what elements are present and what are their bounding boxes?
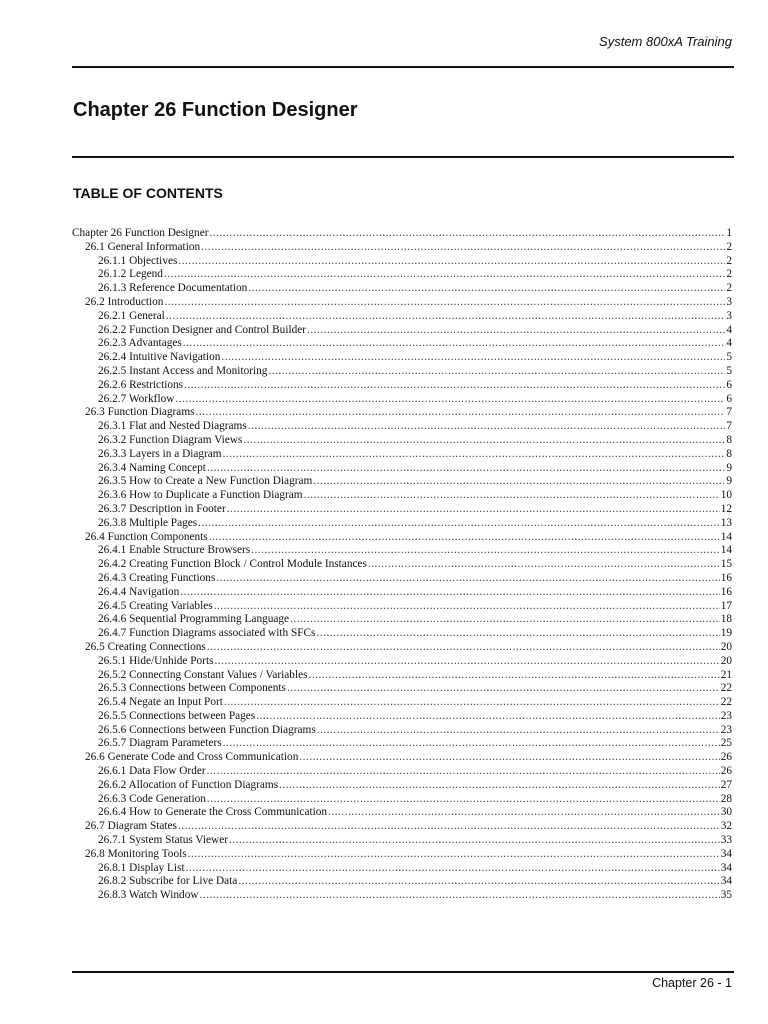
toc-entry[interactable] xyxy=(72,255,732,269)
toc-entry-title: 26.4.1 Enable Structure Browsers xyxy=(98,544,251,557)
toc-leader-dots xyxy=(299,751,719,765)
toc-entry[interactable] xyxy=(72,268,732,282)
toc-entry-title: 26.5 Creating Connections xyxy=(85,640,206,653)
toc-entry-title: 26.3.1 Flat and Nested Diagrams xyxy=(98,420,247,433)
toc-entry-title: 26.5.2 Connecting Constant Values / Variables xyxy=(98,668,308,681)
toc-leader-dots xyxy=(184,379,725,393)
toc-entry-page: 22 xyxy=(720,696,732,709)
toc-entry-page: 23 xyxy=(720,709,732,722)
toc-entry[interactable] xyxy=(72,462,732,476)
toc-entry-title: 26.2.6 Restrictions xyxy=(98,378,184,391)
toc-entry-title: 26.1 General Information xyxy=(85,240,201,253)
toc-entry-title: 26.2.5 Instant Access and Monitoring xyxy=(98,364,268,377)
toc-leader-dots xyxy=(224,696,720,710)
toc-entry-title: 26.1.2 Legend xyxy=(98,268,163,281)
toc-entry[interactable] xyxy=(72,765,732,779)
header-rule xyxy=(72,66,734,68)
toc-leader-dots xyxy=(248,420,726,434)
toc-entry-title: 26.7.1 System Status Viewer xyxy=(98,834,228,847)
running-header: System 800xA Training xyxy=(599,34,732,49)
toc-leader-dots xyxy=(309,669,720,683)
toc-entry-page: 4 xyxy=(726,323,732,336)
toc-entry-title: 26.2.1 General xyxy=(98,309,165,322)
toc-entry[interactable] xyxy=(72,682,732,696)
toc-entry-title: 26.8 Monitoring Tools xyxy=(85,847,187,860)
toc-entry-page: 23 xyxy=(720,723,732,736)
toc-entry-title: 26.5.4 Negate an Input Port xyxy=(98,696,223,709)
toc-entry-title: 26.2.3 Advantages xyxy=(98,337,182,350)
toc-entry-title: Chapter 26 Function Designer xyxy=(72,227,209,239)
toc-entry-page: 7 xyxy=(726,406,732,419)
toc-entry[interactable] xyxy=(72,531,732,545)
toc-entry-page: 3 xyxy=(726,295,732,308)
toc-entry-page: 6 xyxy=(726,378,732,391)
toc-entry-title: 26.5.3 Connections between Components xyxy=(98,682,286,695)
toc-leader-dots xyxy=(229,834,720,848)
toc-entry[interactable] xyxy=(72,296,732,310)
toc-entry-page: 25 xyxy=(720,737,732,750)
toc-entry-page: 28 xyxy=(720,792,732,805)
toc-entry[interactable] xyxy=(72,641,732,655)
toc-leader-dots xyxy=(316,627,719,641)
toc-entry[interactable] xyxy=(72,351,732,365)
toc-entry-title: 26.3.8 Multiple Pages xyxy=(98,516,198,529)
toc-entry[interactable] xyxy=(72,820,732,834)
toc-leader-dots xyxy=(317,724,720,738)
toc-entry[interactable] xyxy=(72,503,732,517)
toc-entry[interactable] xyxy=(72,365,732,379)
toc-leader-dots xyxy=(207,462,725,476)
toc-entry[interactable] xyxy=(72,558,732,572)
toc-leader-dots xyxy=(368,558,720,572)
toc-entry-title: 26.8.3 Watch Window xyxy=(98,889,199,902)
toc-entry-title: 26.2.2 Function Designer and Control Builder xyxy=(98,323,307,336)
toc-entry-page: 34 xyxy=(720,861,732,874)
toc-entry-page: 13 xyxy=(720,516,732,529)
toc-entry-page: 6 xyxy=(726,392,732,405)
toc-entry-title: 26.5.1 Hide/Unhide Ports xyxy=(98,654,214,667)
toc-leader-dots xyxy=(248,282,725,296)
toc-heading: TABLE OF CONTENTS xyxy=(73,185,223,201)
toc-entry-title: 26.6.4 How to Generate the Cross Communication xyxy=(98,806,328,819)
toc-entry-page: 15 xyxy=(720,558,732,571)
toc-entry[interactable] xyxy=(72,627,732,641)
toc-entry[interactable] xyxy=(72,613,732,627)
toc-leader-dots xyxy=(223,448,726,462)
toc-entry-title: 26.5.7 Diagram Parameters xyxy=(98,737,222,750)
toc-entry[interactable] xyxy=(72,806,732,820)
toc-entry[interactable] xyxy=(72,310,732,324)
toc-entry[interactable] xyxy=(72,669,732,683)
toc-entry[interactable] xyxy=(72,862,732,876)
toc-entry-page: 1 xyxy=(726,227,732,239)
toc-entry-page: 32 xyxy=(720,820,732,833)
toc-leader-dots xyxy=(221,351,725,365)
toc-entry-page: 9 xyxy=(726,461,732,474)
footer-rule xyxy=(72,971,734,973)
toc-leader-dots xyxy=(186,862,720,876)
toc-entry-page: 14 xyxy=(720,544,732,557)
toc-entry[interactable] xyxy=(72,475,732,489)
toc-leader-dots xyxy=(198,517,720,531)
toc-entry-page: 26 xyxy=(720,765,732,778)
toc-leader-dots xyxy=(207,765,720,779)
toc-leader-dots xyxy=(180,586,719,600)
toc-entry-page: 22 xyxy=(720,682,732,695)
toc-entry-title: 26.4.3 Creating Functions xyxy=(98,571,216,584)
toc-entry[interactable] xyxy=(72,848,732,862)
toc-leader-dots xyxy=(304,489,720,503)
toc-entry[interactable] xyxy=(72,572,732,586)
toc-entry[interactable] xyxy=(72,420,732,434)
toc-entry-title: 26.6.3 Code Generation xyxy=(98,792,206,805)
toc-entry[interactable] xyxy=(72,227,732,241)
toc-entry-title: 26.4.4 Navigation xyxy=(98,585,180,598)
toc-entry-page: 34 xyxy=(720,847,732,860)
toc-entry[interactable] xyxy=(72,337,732,351)
toc-entry-page: 9 xyxy=(726,475,732,488)
toc-entry[interactable] xyxy=(72,655,732,669)
toc-entry-title: 26.5.5 Connections between Pages xyxy=(98,709,256,722)
toc-leader-dots xyxy=(209,227,725,241)
toc-entry-page: 19 xyxy=(720,627,732,640)
toc-leader-dots xyxy=(251,544,720,558)
toc-entry-title: 26.4.5 Creating Variables xyxy=(98,599,213,612)
toc-leader-dots xyxy=(207,641,720,655)
toc-leader-dots xyxy=(313,475,725,489)
toc-entry-page: 8 xyxy=(726,447,732,460)
toc-entry-page: 8 xyxy=(726,433,732,446)
toc-entry-title: 26.4.2 Creating Function Block / Control Module Instances xyxy=(98,558,367,571)
toc-entry-page: 2 xyxy=(726,254,732,267)
toc-entry-title: 26.4.6 Sequential Programming Language xyxy=(98,613,290,626)
toc-leader-dots xyxy=(207,793,720,807)
page-number: Chapter 26 - 1 xyxy=(652,976,732,990)
toc-entry-page: 7 xyxy=(726,420,732,433)
toc-entry-title: 26.3.6 How to Duplicate a Function Diagram xyxy=(98,489,303,502)
toc-leader-dots xyxy=(175,393,725,407)
toc-entry-page: 3 xyxy=(726,309,732,322)
toc-entry-page: 34 xyxy=(720,875,732,888)
toc-entry-page: 17 xyxy=(720,599,732,612)
toc-leader-dots xyxy=(188,848,720,862)
toc-entry-title: 26.7 Diagram States xyxy=(85,820,177,833)
toc-entry-page: 27 xyxy=(720,778,732,791)
toc-entry-page: 16 xyxy=(720,585,732,598)
toc-entry-title: 26.1.1 Objectives xyxy=(98,254,178,267)
toc-entry-page: 4 xyxy=(726,337,732,350)
toc-entry-title: 26.8.1 Display List xyxy=(98,861,185,874)
toc-entry[interactable] xyxy=(72,834,732,848)
toc-entry-page: 20 xyxy=(720,640,732,653)
toc-entry-title: 26.3 Function Diagrams xyxy=(85,406,195,419)
toc-entry-title: 26.4 Function Components xyxy=(85,530,208,543)
table-of-contents xyxy=(72,227,732,903)
toc-leader-dots xyxy=(238,875,719,889)
toc-entry-title: 26.5.6 Connections between Function Diagrams xyxy=(98,723,316,736)
toc-leader-dots xyxy=(290,613,720,627)
toc-leader-dots xyxy=(287,682,720,696)
toc-entry-page: 26 xyxy=(720,751,732,764)
toc-leader-dots xyxy=(243,434,725,448)
toc-entry-title: 26.4.7 Function Diagrams associated with SFCs xyxy=(98,627,316,640)
toc-entry[interactable] xyxy=(72,241,732,255)
toc-leader-dots xyxy=(166,310,726,324)
toc-entry[interactable] xyxy=(72,406,732,420)
toc-entry-title: 26.3.2 Function Diagram Views xyxy=(98,433,243,446)
toc-entry-title: 26.3.3 Layers in a Diagram xyxy=(98,447,222,460)
toc-entry[interactable] xyxy=(72,737,732,751)
toc-entry-page: 21 xyxy=(720,668,732,681)
toc-leader-dots xyxy=(196,406,726,420)
toc-leader-dots xyxy=(214,655,719,669)
toc-entry[interactable] xyxy=(72,586,732,600)
toc-leader-dots xyxy=(214,600,720,614)
toc-entry-page: 14 xyxy=(720,530,732,543)
toc-entry-page: 5 xyxy=(726,364,732,377)
toc-entry-title: 26.3.4 Naming Concept xyxy=(98,461,206,474)
toc-leader-dots xyxy=(307,324,725,338)
toc-entry[interactable] xyxy=(72,393,732,407)
toc-leader-dots xyxy=(279,779,720,793)
toc-leader-dots xyxy=(164,268,725,282)
toc-entry[interactable] xyxy=(72,751,732,765)
toc-entry-title: 26.8.2 Subscribe for Live Data xyxy=(98,875,238,888)
toc-entry[interactable] xyxy=(72,696,732,710)
toc-leader-dots xyxy=(183,337,726,351)
toc-leader-dots xyxy=(223,737,720,751)
chapter-title: Chapter 26 Function Designer xyxy=(73,99,358,121)
toc-entry[interactable] xyxy=(72,724,732,738)
toc-entry-title: 26.6.2 Allocation of Function Diagrams xyxy=(98,778,279,791)
toc-leader-dots xyxy=(328,806,720,820)
toc-entry-page: 30 xyxy=(720,806,732,819)
toc-leader-dots xyxy=(268,365,725,379)
toc-entry-page: 12 xyxy=(720,502,732,515)
toc-leader-dots xyxy=(209,531,720,545)
toc-entry-title: 26.2.4 Intuitive Navigation xyxy=(98,351,221,364)
toc-entry-title: 26.6 Generate Code and Cross Communication xyxy=(85,751,299,764)
toc-entry-page: 18 xyxy=(720,613,732,626)
toc-entry-title: 26.3.5 How to Create a New Function Diagram xyxy=(98,475,313,488)
toc-entry[interactable] xyxy=(72,779,732,793)
toc-leader-dots xyxy=(178,820,720,834)
toc-leader-dots xyxy=(201,241,725,255)
toc-entry-page: 10 xyxy=(720,489,732,502)
toc-entry[interactable] xyxy=(72,544,732,558)
toc-entry[interactable] xyxy=(72,489,732,503)
toc-entry-title: 26.2 Introduction xyxy=(85,295,164,308)
toc-entry[interactable] xyxy=(72,324,732,338)
toc-entry[interactable] xyxy=(72,282,732,296)
toc-entry[interactable] xyxy=(72,875,732,889)
toc-entry-page: 5 xyxy=(726,351,732,364)
toc-leader-dots xyxy=(200,889,720,903)
toc-entry[interactable] xyxy=(72,517,732,531)
toc-leader-dots xyxy=(216,572,719,586)
toc-entry-page: 2 xyxy=(726,240,732,253)
toc-leader-dots xyxy=(178,255,725,269)
toc-entry-title: 26.3.7 Description in Footer xyxy=(98,502,226,515)
toc-leader-dots xyxy=(164,296,725,310)
toc-entry-page: 20 xyxy=(720,654,732,667)
toc-entry-title: 26.2.7 Workflow xyxy=(98,392,175,405)
toc-leader-dots xyxy=(256,710,720,724)
toc-entry[interactable] xyxy=(72,889,732,903)
toc-entry-page: 35 xyxy=(720,889,732,902)
toc-entry-title: 26.6.1 Data Flow Order xyxy=(98,765,206,778)
title-rule xyxy=(72,156,734,158)
toc-entry-title: 26.1.3 Reference Documentation xyxy=(98,282,248,295)
toc-entry[interactable] xyxy=(72,434,732,448)
toc-entry-page: 33 xyxy=(720,834,732,847)
toc-entry-page: 2 xyxy=(726,268,732,281)
toc-entry-page: 16 xyxy=(720,571,732,584)
toc-entry[interactable] xyxy=(72,710,732,724)
toc-entry[interactable] xyxy=(72,793,732,807)
toc-entry[interactable] xyxy=(72,600,732,614)
toc-entry[interactable] xyxy=(72,379,732,393)
toc-entry-page: 2 xyxy=(726,282,732,295)
toc-entry[interactable] xyxy=(72,448,732,462)
toc-leader-dots xyxy=(227,503,720,517)
